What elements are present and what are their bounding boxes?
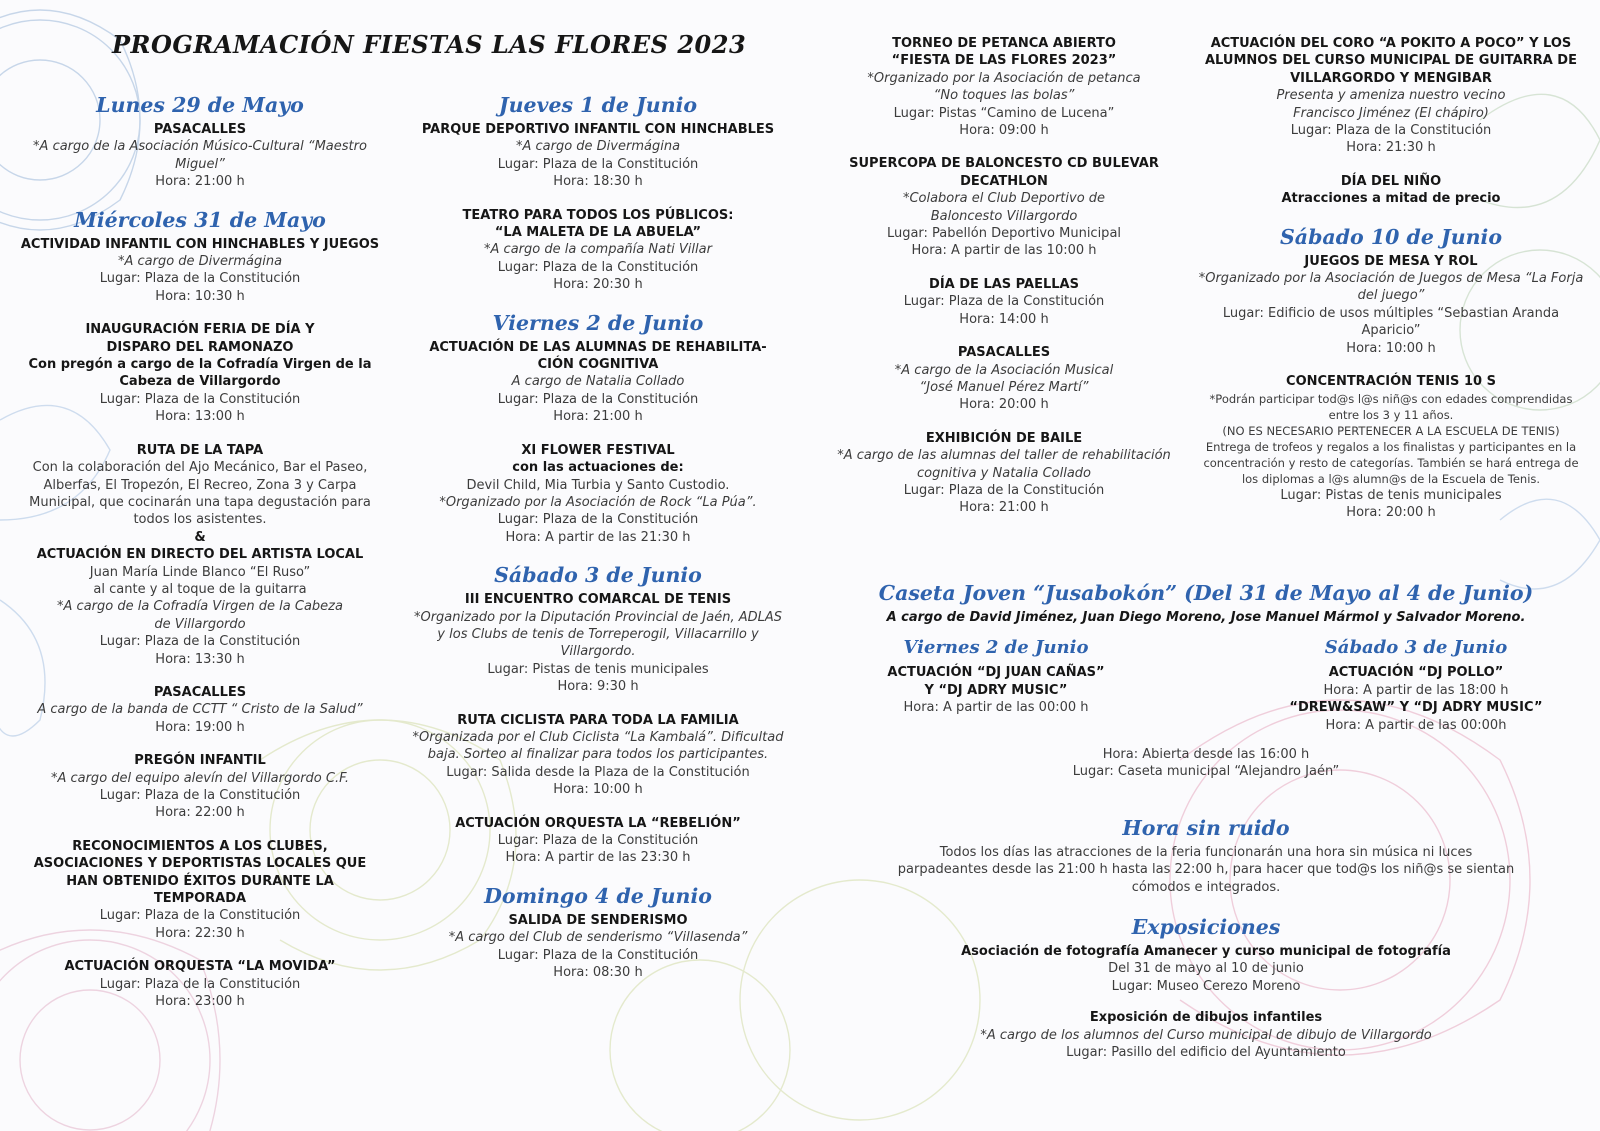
event-block <box>412 912 784 982</box>
event-detail: Devil Child, Mia Turbia y Santo Custodio. <box>466 477 730 493</box>
event-block <box>412 121 784 191</box>
event-detail: Hora: A partir de las 23:30 h <box>505 850 691 866</box>
event-detail: Juan María Linde Blanco “El Ruso” <box>89 564 311 580</box>
event-organizer: *Colabora el Club Deportivo de <box>902 191 1106 207</box>
event-organizer: *Organizado por la Asociación de Rock “La Púa”. <box>439 494 757 510</box>
event-detail: Hora: A partir de las 00:00h <box>1325 717 1507 733</box>
event-detail: Lugar: Plaza de la Constitución <box>99 788 301 803</box>
event-block <box>18 958 382 1010</box>
event-title: PASACALLES <box>957 345 1051 361</box>
event-block <box>18 442 382 668</box>
event-detail: Hora: 20:00 h <box>1346 504 1436 520</box>
event-title: ACTIVIDAD INFANTIL CON HINCHABLES Y JUEGOS <box>20 236 380 252</box>
caseta-days <box>826 636 1586 734</box>
caseta-day-left <box>826 636 1166 734</box>
event-title: PASACALLES <box>153 684 247 700</box>
event-title: ACTUACIÓN EN DIRECTO DEL ARTISTA LOCAL <box>36 547 364 563</box>
event-detail: Hora: 08:30 h <box>553 965 643 981</box>
event-organizer: *A cargo de la Asociación Músico-Cultural “Maestro Miguel” <box>33 139 367 172</box>
exposiciones-section <box>826 914 1586 1061</box>
hora-sin-ruido-section <box>826 815 1586 896</box>
event-title: “DREW&SAW” Y “DJ ADRY MUSIC” <box>1289 700 1543 716</box>
event-organizer: *A cargo de las alumnas del taller de rehabilitación cognitiva y Natalia Collado <box>837 448 1171 481</box>
exposiciones-heading: Exposiciones <box>1131 915 1281 940</box>
event-organizer: *A cargo de Divermágina <box>117 254 283 270</box>
event-organizer: Baloncesto Villargordo <box>930 208 1078 224</box>
day-heading: Domingo 4 de Junio <box>484 883 712 908</box>
column-1 <box>18 92 382 1026</box>
event-detail: Entrega de trofeos y regalos a los finalistas y participantes en la concentración y resto de categorías. También se hará entrega de los diplomas a l@s alumn@s de la Escuela de Tenis. <box>1203 439 1579 486</box>
event-title: ACTUACIÓN DE LAS ALUMNAS DE REHABILITA-CIÓN COGNITIVA <box>429 339 767 373</box>
event-organizer: *A cargo de la Cofradía Virgen de la Cabeza <box>57 599 343 615</box>
event-block <box>822 276 1186 328</box>
event-block <box>1196 173 1586 208</box>
event-organizer: *A cargo de Divermágina <box>515 139 681 155</box>
event-detail: Hora: 14:00 h <box>959 311 1049 327</box>
event-detail: Lugar: Plaza de la Constitución <box>497 156 699 172</box>
event-block <box>18 236 382 306</box>
event-block <box>822 35 1186 139</box>
event-detail: Hora: 22:00 h <box>155 805 245 821</box>
event-block <box>412 591 784 695</box>
event-detail: Hora: 10:30 h <box>155 288 245 304</box>
event-detail: Hora: A partir de las 00:00 h <box>903 700 1089 716</box>
day-heading: Miércoles 31 de Mayo <box>74 207 326 232</box>
column-4 <box>1196 35 1586 537</box>
caseta-day-right <box>1246 636 1586 734</box>
event-detail: Lugar: Plaza de la Constitución <box>99 976 301 992</box>
event-detail: Hora: 20:00 h <box>959 397 1049 413</box>
day-heading: Viernes 2 de Junio <box>492 310 704 335</box>
event-title: Exposición de dibujos infantiles <box>1089 1010 1323 1026</box>
event-detail: Lugar: Caseta municipal “Alejandro Jaén” <box>1072 764 1340 780</box>
event-block <box>822 155 1186 259</box>
caseta-joven-section <box>826 580 1586 781</box>
event-detail: Lugar: Plaza de la Constitución <box>99 271 301 287</box>
event-title: “FIESTA DE LAS FLORES 2023” <box>891 53 1117 69</box>
column-3 <box>822 35 1186 533</box>
caseta-heading: Caseta Joven “Jusabokón” (Del 31 de Mayo al 4 de Junio) <box>878 581 1534 605</box>
event-detail: Hora: Abierta desde las 16:00 h <box>1102 747 1310 763</box>
event-detail: Hora: 10:00 h <box>553 782 643 798</box>
event-organizer: *A cargo del equipo alevín del Villargordo C.F. <box>50 770 350 786</box>
event-detail: Hora: 21:00 h <box>553 409 643 425</box>
event-detail: Lugar: Pistas de tenis municipales <box>1280 487 1502 503</box>
event-title: ACTUACIÓN DEL CORO “A POKITO A POCO” Y LOS ALUMNOS DEL CURSO MUNICIPAL DE GUITARRA DE VILLARGORDO Y MENGIBAR <box>1205 36 1577 86</box>
event-detail: Lugar: Edificio de usos múltiples “Sebastian Aranda Aparicio” <box>1222 305 1560 339</box>
event-detail: al cante y al toque de la guitarra <box>93 581 307 597</box>
event-title: Atracciones a mitad de precio <box>1281 191 1501 207</box>
bottom-section <box>826 580 1586 1076</box>
event-organizer: “No toques las bolas” <box>933 88 1075 104</box>
event-detail: *Podrán participar tod@s l@s niñ@s con edades comprendidas entre los 3 y 11 años. <box>1209 391 1573 422</box>
event-title: XI FLOWER FESTIVAL <box>521 442 675 458</box>
event-title: & <box>194 529 206 545</box>
event-title: RECONOCIMIENTOS A LOS CLUBES, ASOCIACIONES Y DEPORTISTAS LOCALES QUE HAN OBTENIDO ÉXITOS DURANTE LA TEMPORADA <box>33 838 367 907</box>
event-organizer: A cargo de Natalia Collado <box>511 374 685 390</box>
event-detail: Lugar: Plaza de la Constitución <box>903 294 1105 310</box>
event-block <box>822 430 1186 517</box>
event-detail: Hora: 20:30 h <box>553 277 643 293</box>
event-title: PASACALLES <box>153 122 247 137</box>
event-organizer: *A cargo de la compañía Nati Villar <box>484 242 712 258</box>
event-detail: Hora: 22:30 h <box>155 925 245 941</box>
event-title: PREGÓN INFANTIL <box>134 753 266 769</box>
event-title: Y “DJ ADRY MUSIC” <box>924 682 1068 698</box>
event-block <box>18 321 382 425</box>
event-title: ACTUACIÓN ORQUESTA “LA MOVIDA” <box>64 959 336 975</box>
event-detail: Hora: 23:00 h <box>155 994 245 1010</box>
event-detail: Lugar: Plaza de la Constitución <box>99 908 301 924</box>
event-detail: Hora: 09:00 h <box>959 123 1049 139</box>
event-title: Con pregón a cargo de la Cofradía Virgen de la Cabeza de Villargordo <box>28 357 372 390</box>
column-2 <box>412 92 784 997</box>
event-block <box>822 344 1186 414</box>
event-title: PARQUE DEPORTIVO INFANTIL CON HINCHABLES <box>421 122 775 137</box>
event-title: III ENCUENTRO COMARCAL DE TENIS <box>464 592 732 608</box>
day-heading: Sábado 10 de Junio <box>1280 224 1502 249</box>
event-detail: Lugar: Pasillo del edificio del Ayuntamiento <box>1066 1045 1346 1061</box>
event-title: con las actuaciones de: <box>512 460 684 476</box>
event-organizer: de Villargordo <box>154 616 246 632</box>
event-block <box>18 684 382 736</box>
caseta-footer <box>826 746 1586 781</box>
event-detail: Lugar: Plaza de la Constitución <box>99 634 301 650</box>
event-block <box>18 121 382 191</box>
exhibition-item <box>826 943 1586 995</box>
event-detail: Hora: 10:00 h <box>1346 340 1436 356</box>
event-detail: Lugar: Pabellón Deportivo Municipal <box>886 226 1122 242</box>
hora-sin-ruido-text <box>826 844 1586 896</box>
event-block <box>1196 35 1586 157</box>
day-heading: Jueves 1 de Junio <box>498 93 698 117</box>
event-organizer: Presenta y ameniza nuestro vecino <box>1276 88 1506 104</box>
event-organizer: *A cargo de la Asociación Musical <box>894 362 1114 378</box>
event-title: EXHIBICIÓN DE BAILE <box>925 430 1083 446</box>
document-title: PROGRAMACIÓN FIESTAS LAS FLORES 2023 <box>112 30 747 59</box>
event-title: “LA MALETA DE LA ABUELA” <box>494 225 702 241</box>
event-organizer: *Organizado por la Asociación de petanca <box>867 70 1141 86</box>
event-title: DISPARO DEL RAMONAZO <box>106 339 294 355</box>
event-title: INAUGURACIÓN FERIA DE DÍA Y <box>85 322 315 338</box>
event-title: RUTA DE LA TAPA <box>136 442 264 458</box>
event-organizer: *Organizado por la Diputación Provincial de Jaén, ADLAS y los Clubs de tenis de Torreperogil, Villacarrillo y Villargordo. <box>413 609 783 660</box>
event-title: ACTUACIÓN ORQUESTA LA “REBELIÓN” <box>455 815 741 831</box>
event-detail: Hora: 13:00 h <box>155 409 245 425</box>
event-detail: Lugar: Plaza de la Constitución <box>497 833 699 848</box>
event-detail: Lugar: Plaza de la Constitución <box>497 512 699 528</box>
event-block <box>18 752 382 822</box>
event-block <box>412 207 784 294</box>
event-title: TORNEO DE PETANCA ABIERTO <box>892 36 1116 51</box>
event-block <box>1196 253 1586 357</box>
event-title: DÍA DE LAS PAELLAS <box>929 276 1079 292</box>
event-detail: Lugar: Plaza de la Constitución <box>903 482 1105 498</box>
event-detail: Del 31 de mayo al 10 de junio <box>1108 961 1304 977</box>
event-title: ACTUACIÓN “DJ JUAN CAÑAS” <box>887 665 1105 681</box>
event-detail: Lugar: Plaza de la Constitución <box>497 947 699 963</box>
event-detail: (NO ES NECESARIO PERTENECER A LA ESCUELA DE TENIS) <box>1222 423 1560 438</box>
exposiciones-items <box>826 943 1586 1061</box>
event-detail: Todos los días las atracciones de la feria funcionarán una hora sin música ni luces parpadeantes desde las 21:00 h hasta las 22:00 h, para hacer que tod@s los niñ@s se sientan cómodos e integrados. <box>897 844 1515 895</box>
event-organizer: Francisco Jiménez (El chápiro) <box>1293 105 1489 121</box>
event-title: ACTUACIÓN “DJ POLLO” <box>1328 665 1504 681</box>
event-detail: Hora: 21:00 h <box>959 500 1049 516</box>
event-block <box>1196 373 1586 521</box>
event-organizer: “José Manuel Pérez Martí” <box>919 379 1089 395</box>
event-title: Asociación de fotografía Amanecer y curso municipal de fotografía <box>961 944 1451 960</box>
event-detail: Hora: 21:30 h <box>1346 140 1436 156</box>
caseta-day-left-lines <box>826 664 1166 716</box>
event-detail: Hora: A partir de las 18:00 h <box>1323 682 1509 698</box>
event-detail: Lugar: Museo Cerezo Moreno <box>1111 978 1301 994</box>
exhibition-item <box>826 1009 1586 1061</box>
event-block <box>412 815 784 867</box>
event-detail: Lugar: Plaza de la Constitución <box>99 391 301 407</box>
caseta-day-right-lines <box>1246 664 1586 734</box>
event-detail: Hora: 13:30 h <box>155 651 245 667</box>
day-heading: Sábado 3 de Junio <box>494 563 702 588</box>
event-block <box>412 442 784 546</box>
event-title: TEATRO PARA TODOS LOS PÚBLICOS: <box>462 207 734 223</box>
caseta-day-right-heading: Sábado 3 de Junio <box>1324 637 1508 659</box>
caseta-day-left-heading: Viernes 2 de Junio <box>903 637 1089 659</box>
event-title: RUTA CICLISTA PARA TODA LA FAMILIA <box>457 712 739 728</box>
event-detail: Hora: 19:00 h <box>155 719 245 735</box>
event-organizer: *Organizado por la Asociación de Juegos de Mesa “La Forja del juego” <box>1198 271 1584 304</box>
hora-sin-ruido-heading: Hora sin ruido <box>1122 815 1290 840</box>
event-detail: Lugar: Plaza de la Constitución <box>1290 123 1492 139</box>
event-block <box>412 712 784 799</box>
event-detail: Hora: 9:30 h <box>557 679 639 695</box>
event-block <box>18 838 382 942</box>
event-title: SALIDA DE SENDERISMO <box>508 912 688 928</box>
event-detail: Con la colaboración del Ajo Mecánico, Bar el Paseo, Alberfas, El Tropezón, El Recreo, Zona 3 y Carpa Municipal, que cocinarán una tapa degustación para todos los asistentes. <box>29 460 371 528</box>
event-detail: Lugar: Pistas “Camino de Lucena” <box>893 105 1115 121</box>
event-detail: Lugar: Plaza de la Constitución <box>497 391 699 407</box>
event-organizer: A cargo de la banda de CCTT “ Cristo de la Salud” <box>37 702 363 718</box>
event-organizer: *Organizada por el Club Ciclista “La Kambalá”. Dificultad baja. Sorteo al finalizar para todos los participantes. <box>412 729 784 763</box>
event-organizer: *A cargo del Club de senderismo “Villasenda” <box>448 930 748 946</box>
event-detail: Hora: 18:30 h <box>553 174 643 190</box>
event-detail: Lugar: Salida desde la Plaza de la Constitución <box>446 764 750 780</box>
caseta-subtitle: A cargo de David Jiménez, Juan Diego Moreno, Jose Manuel Mármol y Salvador Moreno. <box>886 610 1526 625</box>
event-title: DÍA DEL NIÑO <box>1340 173 1442 189</box>
event-organizer: *A cargo de los alumnos del Curso municipal de dibujo de Villargordo <box>980 1027 1432 1043</box>
event-detail: Lugar: Pistas de tenis municipales <box>487 661 709 677</box>
day-heading: Lunes 29 de Mayo <box>96 93 304 117</box>
event-title: SUPERCOPA DE BALONCESTO CD BULEVAR DECATHLON <box>849 156 1159 189</box>
event-block <box>412 339 784 426</box>
event-title: CONCENTRACIÓN TENIS 10 S <box>1286 374 1496 390</box>
event-detail: Lugar: Plaza de la Constitución <box>497 259 699 275</box>
event-detail: Hora: A partir de las 10:00 h <box>911 243 1097 259</box>
event-detail: Hora: A partir de las 21:30 h <box>505 529 691 545</box>
event-detail: Hora: 21:00 h <box>155 174 245 190</box>
event-title: JUEGOS DE MESA Y ROL <box>1304 253 1478 269</box>
